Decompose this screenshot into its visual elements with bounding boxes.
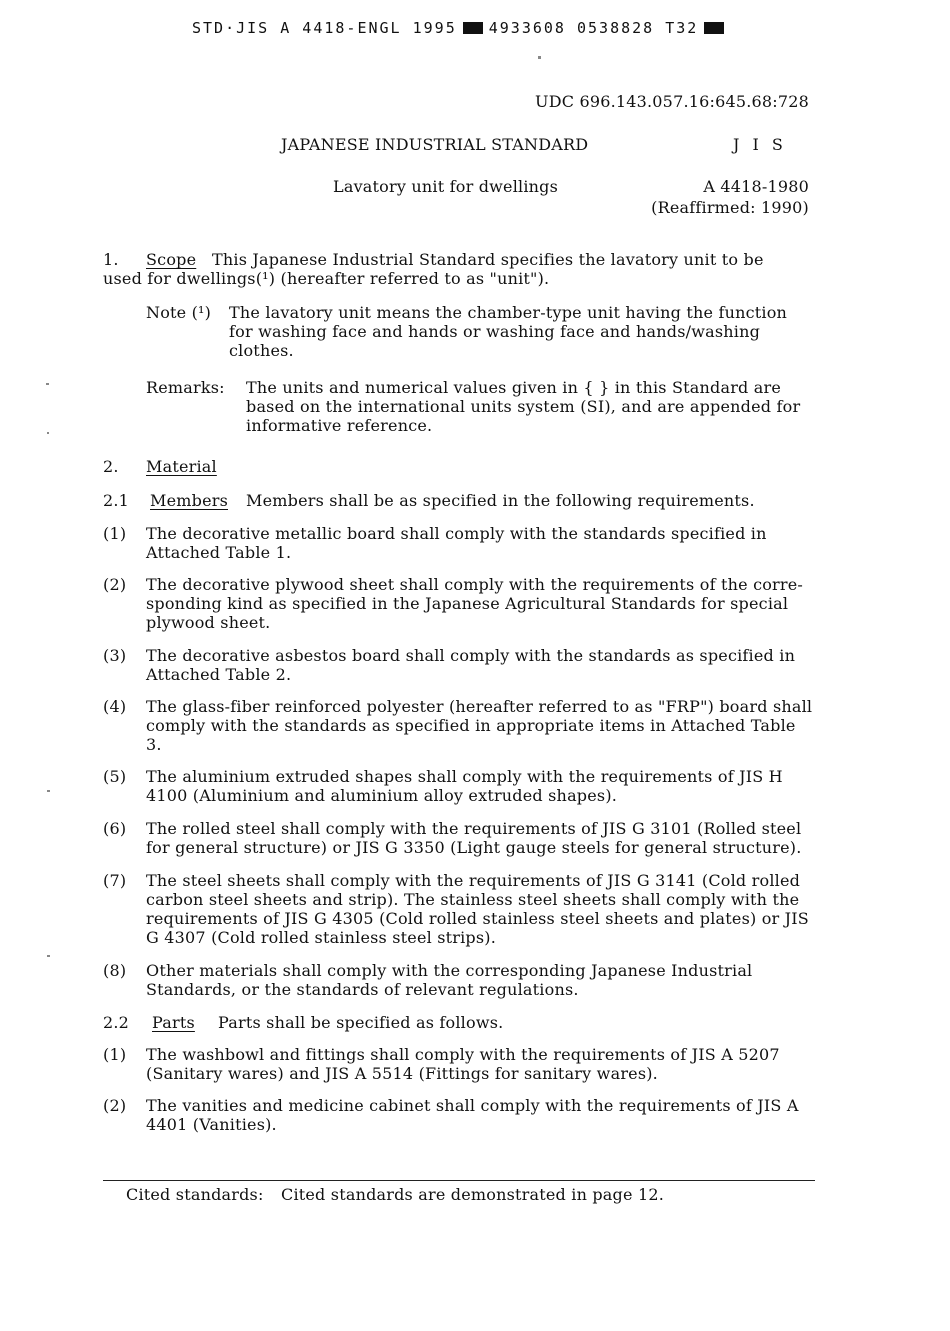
cited-standards-label: Cited standards: [126,1185,264,1204]
barcode-number: 4933608 0538828 T32 [488,19,699,37]
scan-speck [46,383,49,385]
list-item-number: (3) [103,646,127,665]
note-text: The lavatory unit means the chamber-type unit having the function for washing face and hands or washing face and hands/washing clothes. [229,303,788,360]
subsection-2-2-heading: Parts [152,1013,195,1032]
footnote-divider [103,1180,815,1181]
list-item-text: Other materials shall comply with the corresponding Japanese Industrial Standards, or the standards of relevant regulations. [146,961,753,999]
list-item-number: (1) [103,524,127,543]
list-item-text: The glass-fiber reinforced polyester (hereafter referred to as "FRP") board shall comply with the standards as specified in appropriate items in Attached Table 3. [146,697,813,754]
subsection-2-1-number: 2.1 [103,491,130,510]
list-item-number: (8) [103,961,127,980]
list-item-number: (7) [103,871,127,890]
scan-speck [47,790,50,792]
list-item-text: The steel sheets shall comply with the requirements of JIS G 3141 (Cold rolled carbon steel sheets and strip). The stainless steel sheets shall comply with the requirements of JIS G 4305 (Cold rolled stainless steel sheets and plates) or JIS G 4307 (Cold rolled stainless steel strips). [146,871,809,947]
jis-mark: J I S [733,135,787,154]
list-item-text: The aluminium extruded shapes shall comply with the requirements of JIS H 4100 (Aluminium and aluminium alloy extruded shapes). [146,767,783,805]
list-item-text: The rolled steel shall comply with the requirements of JIS G 3101 (Rolled steel for general structure) or JIS G 3350 (Light gauge steels for general structure). [146,819,802,857]
document-code-header [192,19,730,37]
subsection-2-1-text: Members shall be as specified in the following requirements. [246,491,755,510]
scan-speck [47,955,50,957]
scan-speck [538,56,541,59]
note-label: Note (¹) [146,303,212,322]
section-1-heading: Scope [146,250,197,269]
list-item-number: (5) [103,767,127,786]
standard-title: Lavatory unit for dwellings [333,177,559,196]
list-item-text: The vanities and medicine cabinet shall comply with the requirements of JIS A 4401 (Vanities). [146,1096,799,1134]
section-1-text-line2: used for dwellings(¹) (hereafter referred to as "unit"). [103,269,550,288]
cited-standards-text: Cited standards are demonstrated in page 12. [281,1185,664,1204]
barcode-block-2 [704,22,724,34]
list-item-number: (6) [103,819,127,838]
subsection-2-2-text: Parts shall be specified as follows. [218,1013,504,1032]
list-item-text: The decorative plywood sheet shall comply with the requirements of the corre-sponding kind as specified in the Japanese Agricultural Standards for special plywood sheet. [146,575,804,632]
list-item-number: (1) [103,1045,127,1064]
section-1-number: 1. [103,250,119,269]
reaffirmed-date: (Reaffirmed: 1990) [651,198,809,217]
list-item-number: (4) [103,697,127,716]
udc-code: UDC 696.143.057.16:645.68:728 [535,92,809,111]
standard-number: A 4418-1980 [703,177,809,196]
scan-speck [47,432,49,434]
subsection-2-1-heading: Members [150,491,228,510]
list-item-number: (2) [103,1096,127,1115]
list-item-text: The washbowl and fittings shall comply with the requirements of JIS A 5207 (Sanitary wares) and JIS A 5514 (Fittings for sanitary wares). [146,1045,780,1083]
section-1-text-line1: This Japanese Industrial Standard specifies the lavatory unit to be [212,250,764,269]
remarks-label: Remarks: [146,378,225,397]
section-2-number: 2. [103,457,119,476]
barcode-block-1 [463,22,483,34]
remarks-text: The units and numerical values given in { } in this Standard are based on the international units system (SI), and are appended for informative reference. [246,378,801,435]
list-item-number: (2) [103,575,127,594]
standard-organization: JAPANESE INDUSTRIAL STANDARD [281,135,589,154]
subsection-2-2-number: 2.2 [103,1013,130,1032]
list-item-text: The decorative metallic board shall comply with the standards specified in Attached Table 1. [146,524,767,562]
list-item-text: The decorative asbestos board shall comply with the standards as specified in Attached Table 2. [146,646,796,684]
document-code: STD·JIS A 4418-ENGL 1995 [192,19,457,37]
section-2-heading: Material [146,457,217,476]
